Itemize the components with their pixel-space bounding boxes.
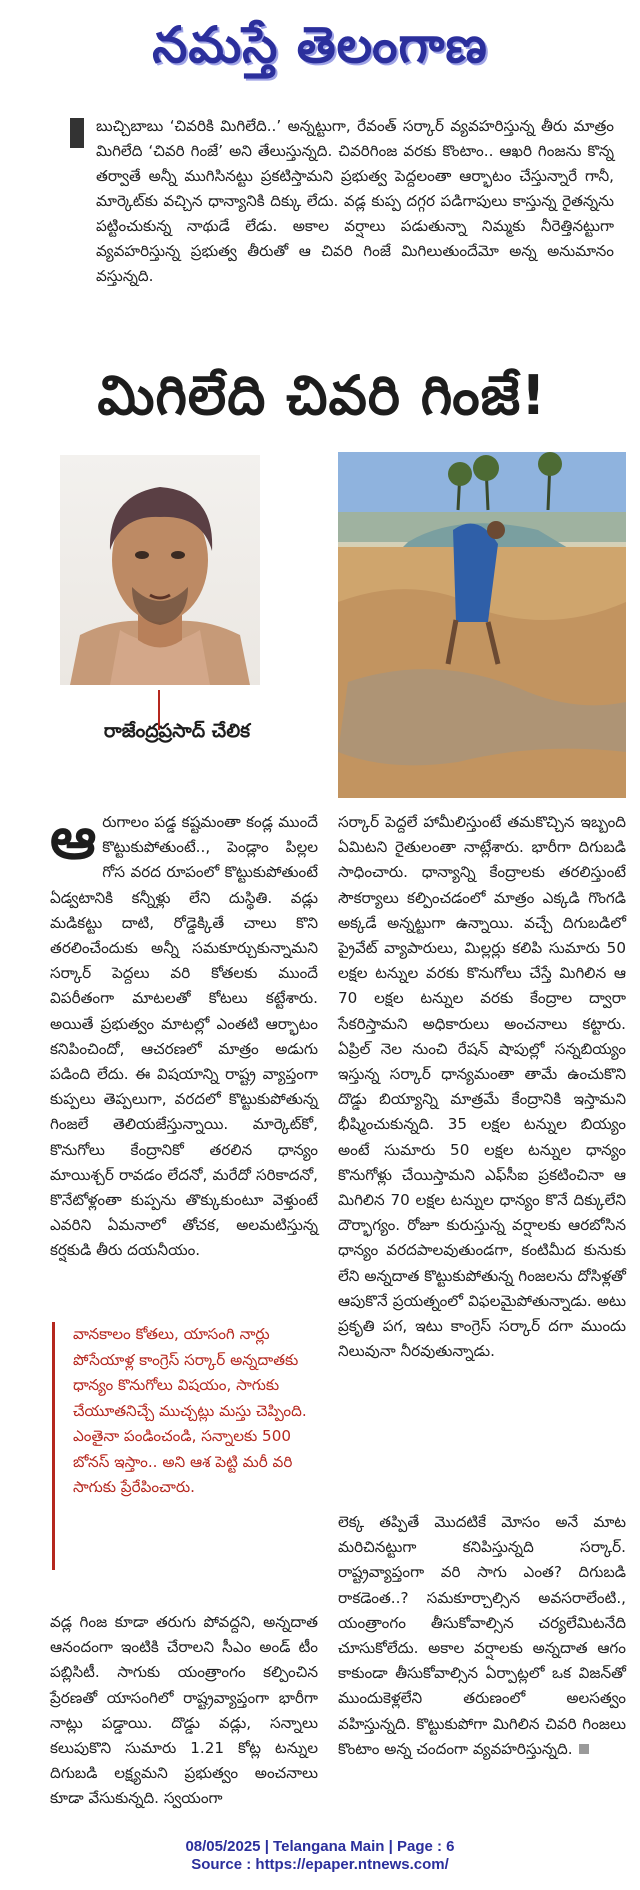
intro-paragraph: బుచ్చిబాబు ‘చివరికి మిగిలేది..’ అన్నట్టుగా, రేవంత్ సర్కార్ వ్యవహరిస్తున్న తీరు మాత్రం మిగిలేది ‘చివరి గింజే’ అని తేలుస్తున్నది. చివరిగింజ వరకు కొంటాం.. ఆఖరి గింజను కొన్న తర్వాతే అన్నీ ముగిసినట్టు ప్రకటిస్తామని ప్రభుత్వ పెద్దలంతా ఆర్భాటం చేస్తున్నారే గానీ, మార్కెట్‌కు వచ్చిన ధాన్యానికి దిక్కు లేదు. వడ్ల కుప్ప దగ్గర పడిగాపులు కాస్తున్న రైతన్నను పట్టించుకున్న నాథుడే లేడు. అకాల వర్షాలు పడుతున్నా నిమ్మకు నీరెత్తినట్టుగా వ్యవహరిస్తున్న ప్రభుత్వ తీరుతో ఆ చివరి గింజే మిగిలుతుందేమో అన్న అనుమానం వస్తున్నది. — [96, 117, 614, 285]
article-column-left-continued — [50, 1610, 318, 1812]
article-paragraph: రుగాలం పడ్డ కష్టమంతా కండ్ల ముందే కొట్టుకుపోతుంటే.., పెండ్లాం పిల్లల గోస వరద రూపంలో కొట్టుకుపోతుంటే ఏడ్వటానికి కన్నీళ్లు లేని దుస్థితి. వడ్లు మడికట్టు దాటి, రోడ్డెక్కితే చాలు కొని తరలించేందుకు అన్నీ సమకూర్చుకున్నామని సర్కార్ పెద్దలు వరి కోతలకు ముందే విపరీతంగా మాటలతో కోటలు కట్టేశారు. అయితే ప్రభుత్వం మాటల్లో ఎంతటి ఆర్భాటం కనిపించిందో, ఆచరణలో మాత్రం అడుగు పడింది లేదు. ఈ విషయాన్ని రాష్ట్ర వ్యాప్తంగా కుప్పలు తెప్పలుగా, వరదలో కొట్టుకుపోతున్న గింజలే తెలియజేస్తున్నాయి. మార్కెట్‌కో, కొనుగోలు కేంద్రానికో తరలిన ధాన్యం మాయిశ్చర్ రావడం లేదనో, మరేదో సరికాదనో, కొనేటోళ్లంతా కుప్పను తొక్కుకుంటూ వెళ్తుంటే ఎవరిని ఏమనాలో తోచక, అలమటిస్తున్న కర్షకుడి తీరు దయనీయం. — [50, 813, 318, 1260]
newspaper-title: నమస్తే తెలంగాణ — [152, 16, 488, 74]
paddy-field-image — [338, 452, 626, 798]
intro-marker — [70, 118, 84, 148]
article-column-right-continued — [338, 1510, 626, 1762]
author-photo — [60, 455, 260, 685]
article-paragraph — [338, 1510, 626, 1762]
farmer-field-photo — [338, 452, 626, 798]
footer-source-link[interactable]: Source : https://epaper.ntnews.com/ — [191, 1856, 449, 1873]
author-byline: రాజేంద్రప్రసాద్ చేలిక — [103, 720, 251, 742]
article-column-right — [338, 810, 626, 1364]
masthead — [0, 0, 640, 90]
pull-quote — [52, 1322, 323, 1570]
footer-date-page: 08/05/2025 | Telangana Main | Page : 6 — [185, 1838, 455, 1855]
article-column-left — [50, 804, 318, 1264]
author-portrait-image — [60, 455, 260, 685]
article-paragraph: వడ్ల గింజ కూడా తరుగు పోవద్దని, అన్నదాత ఆనందంగా ఇంటికి చేరాలని సీఎం అండ్ టీం పబ్లిసిటీ. సాగుకు యంత్రాంగం కల్పించిన ప్రేరణతో యాసంగిలో రాష్ట్రవ్యాప్తంగా భారీగా నాట్లు పడ్డాయి. దొడ్డు వడ్లు, సన్నాలు కలుపుకొని సుమారు 1.21 కోట్ల టన్నుల దిగుబడి లక్ష్యమని ప్రభుత్వం అంచనాలు కూడా వేసుకున్నది. స్వయంగా — [50, 1613, 318, 1808]
pull-quote-text: వానకాలం కోతలు, యాసంగి నార్లు పోసేయాళ్ల కాంగ్రెస్ సర్కార్ అన్నదాతకు ధాన్యం కొనుగోలు విషయం, సాగుకు చేయూతనిచ్చే ముచ్చట్లు మస్తు చెప్పింది. ఎంతైనా పండించండి, సన్నాలకు 500 బోనస్ ఇస్తాం.. అని ఆశ పెట్టి మరీ వరి సాగుకు ప్రేరేపించారు. — [73, 1325, 307, 1496]
page-footer — [0, 1838, 640, 1874]
end-mark — [579, 1744, 589, 1754]
article-paragraph: సర్కార్ పెద్దలే హామీలిస్తుంటే తమకొచ్చిన ఇబ్బంది ఏమిటని రైతులంతా నాట్లేశారు. భారీగా దిగుబడి సాధించారు. ధాన్యాన్ని కేంద్రాలకు తరలిస్తుంటే సౌకర్యాలు కల్పించడంలో మాత్రం ఎక్కడి గొంగడి అక్కడే అన్నట్టుగా ఉన్నాయి. వచ్చే దిగుబడిలో ప్రైవేట్ వ్యాపారులు, మిల్లర్లు కలిపి సుమారు 50 లక్షల టన్నుల వరకు కొనుగోలు చేస్తే మిగిలిన ఆ 70 లక్షల టన్నుల వరకు కేంద్రాల ద్వారా సేకరిస్తామని అధికారులు అంచనాలు కట్టారు. ఏప్రిల్ నెల నుంచి రేషన్ షాపుల్లో సన్నబియ్యం ఇస్తున్న సర్కార్ ధాన్యమంతా తామే ఉంచుకొని దొడ్డు బియ్యాన్ని మాత్రమే కేంద్రానికి ఇస్తామని భీష్మించుకున్నది. 35 లక్షల టన్నుల బియ్యం అంటే సుమారు 50 లక్షల టన్నుల ధాన్యం కొనుగోళ్లు చేయిస్తామని ఎఫ్‌సీఐ ప్రకటించినా ఆ మిగిలిన 70 లక్షల టన్నుల ధాన్యం కొనే దిక్కులేని దౌర్భాగ్యం. రోజూ కురుస్తున్న వర్షాలకు ఆరబోసిన ధాన్యం వరదపాలవుతుండగా, కంటిమీద కునుకు లేని అన్నదాత కొట్టుకుపోతున్న గింజలను దోసిళ్లతో ఆపుకొనే ప్రయత్నంలో విఫలమైపోతున్నాడు. అటు ప్రకృతి పగ, ఇటు కాంగ్రెస్ సర్కార్ దగా ముందు నిలువునా నీరవుతున్నాడు. — [338, 813, 626, 1361]
article-paragraph-text: లెక్క తప్పితే మొదటికే మోసం అనే మాట మరిచినట్టుగా కనిపిస్తున్నది సర్కార్. రాష్ట్రవ్యాప్తంగా వరి సాగు ఎంత? దిగుబడి రాకడెంత..? సమకూర్చాల్సిన అవసరాలేంటి., యంత్రాంగం తీసుకోవాల్సిన చర్యలేమిటనేది చూసుకోలేదు. అకాల వర్షాలకు అన్నదాత ఆగం కాకుండా తీసుకోవాల్సిన ఏర్పాట్లలో ఒక విజన్‌తో ముందుకెళ్లలేని తరుణంలో అలసత్వం వహిస్తున్నది. కొట్టుకుపోగా మిగిలిన చివరి గింజలు కొంటాం అన్న చందంగా వ్యవహరిస్తున్నది. — [338, 1513, 626, 1758]
drop-cap: ఆ — [50, 804, 97, 872]
headline: మిగిలేది చివరి గింజే! — [97, 364, 547, 427]
